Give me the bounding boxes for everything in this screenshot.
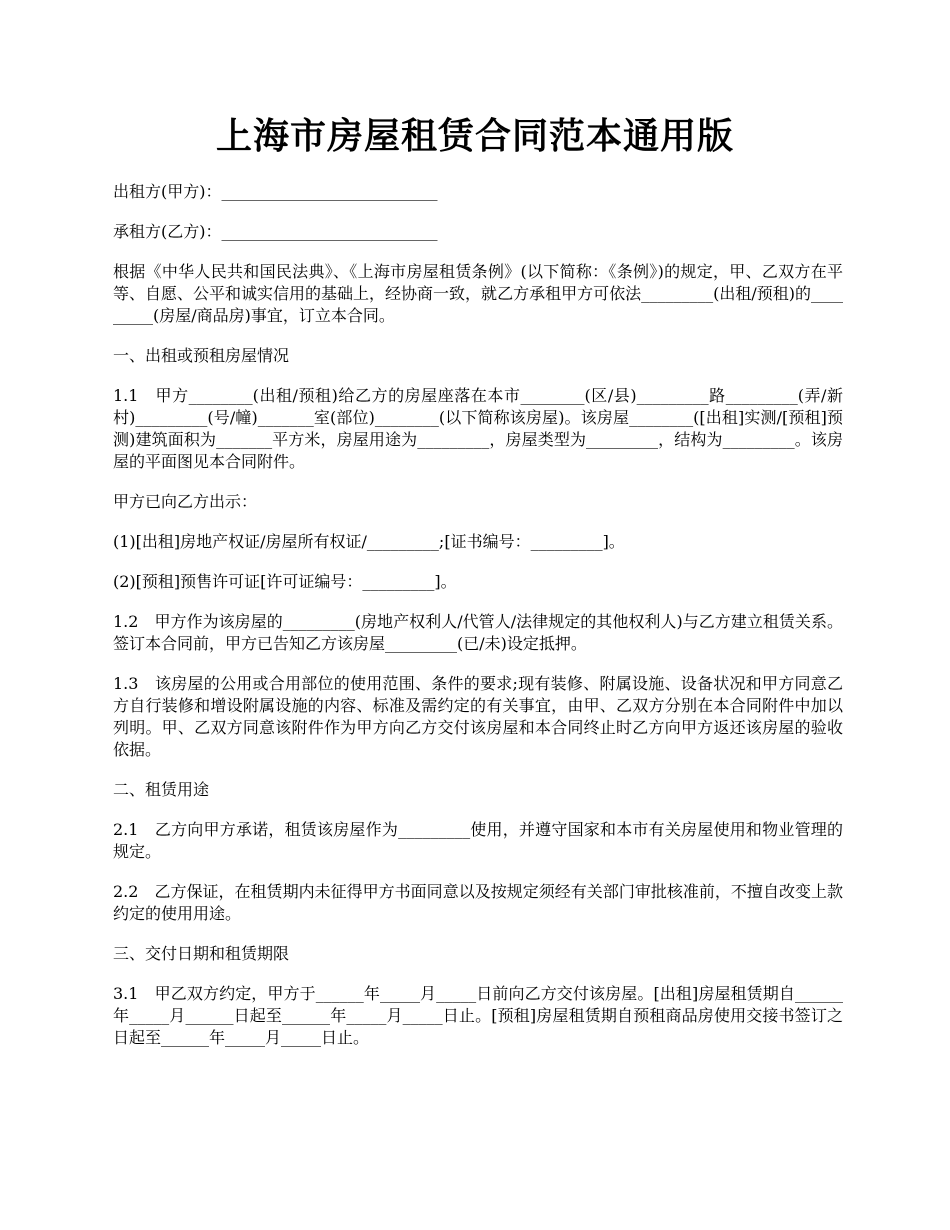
shown-document-2: (2)[预租]预售许可证[许可证编号：_________]。 <box>113 572 457 591</box>
clause-1-2: 1.2 甲方作为该房屋的_________(房地产权利人/代管人/法律规定的其他权利人)与乙方建立租赁关系。签订本合同前，甲方已告知乙方该房屋_________(已/未)设定抵押。 <box>113 612 843 653</box>
shown-documents-intro: 甲方已向乙方出示： <box>113 492 258 511</box>
lessor-line: 出租方(甲方)：___________________________ <box>113 182 438 201</box>
preamble-paragraph: 根据《中华人民共和国民法典》、《上海市房屋租赁条例》(以下简称：《条例》)的规定，甲、乙双方在平等、自愿、公平和诚实信用的基础上，经协商一致，就乙方承租甲方可依法_________(出租/预租)的_________(房屋/商品房)事宜，订立本合同。 <box>113 262 843 325</box>
document-body <box>113 181 843 1067</box>
clause-2-2: 2.2 乙方保证，在租赁期内未征得甲方书面同意以及按规定须经有关部门审批核准前，不擅自改变上款约定的使用用途。 <box>113 882 843 923</box>
clause-2-1: 2.1 乙方向甲方承诺，租赁该房屋作为_________使用，并遵守国家和本市有关房屋使用和物业管理的规定。 <box>113 820 843 861</box>
section-heading-1: 一、出租或预租房屋情况 <box>113 346 290 365</box>
clause-3-1: 3.1 甲乙双方约定，甲方于______年_____月_____日前向乙方交付该房屋。[出租]房屋租赁期自______年_____月______日起至______年_____月_____日止。[预租]房屋租赁期自预租商品房使用交接书签订之日起至______年_____月_____日止。 <box>113 984 843 1047</box>
lessee-line: 承租方(乙方)：___________________________ <box>113 222 438 241</box>
shown-document-1: (1)[出租]房地产权证/房屋所有权证/_________;[证书编号：_________]。 <box>113 532 625 551</box>
document-title: 上海市房屋租赁合同范本通用版 <box>215 115 734 157</box>
clause-1-1: 1.1 甲方________(出租/预租)给乙方的房屋座落在本市________(区/县)_________路_________(弄/新村)_________(号/幢)_______室(部位)________(以下简称该房屋)。该房屋________([出租]实测/[预租]预测)建筑面积为_______平方米，房屋用途为_________，房屋类型为_________，结构为_________。该房屋的平面图见本合同附件。 <box>113 386 843 471</box>
section-heading-3: 三、交付日期和租赁期限 <box>113 944 290 963</box>
section-heading-2: 二、租赁用途 <box>113 780 210 799</box>
clause-1-3: 1.3 该房屋的公用或合用部位的使用范围、条件的要求;现有装修、附属设施、设备状况和甲方同意乙方自行装修和增设附属设施的内容、标准及需约定的有关事宜，由甲、乙双方分别在本合同附件中加以列明。甲、乙双方同意该附件作为甲方向乙方交付该房屋和本合同终止时乙方向甲方返还该房屋的验收依据。 <box>113 674 843 759</box>
